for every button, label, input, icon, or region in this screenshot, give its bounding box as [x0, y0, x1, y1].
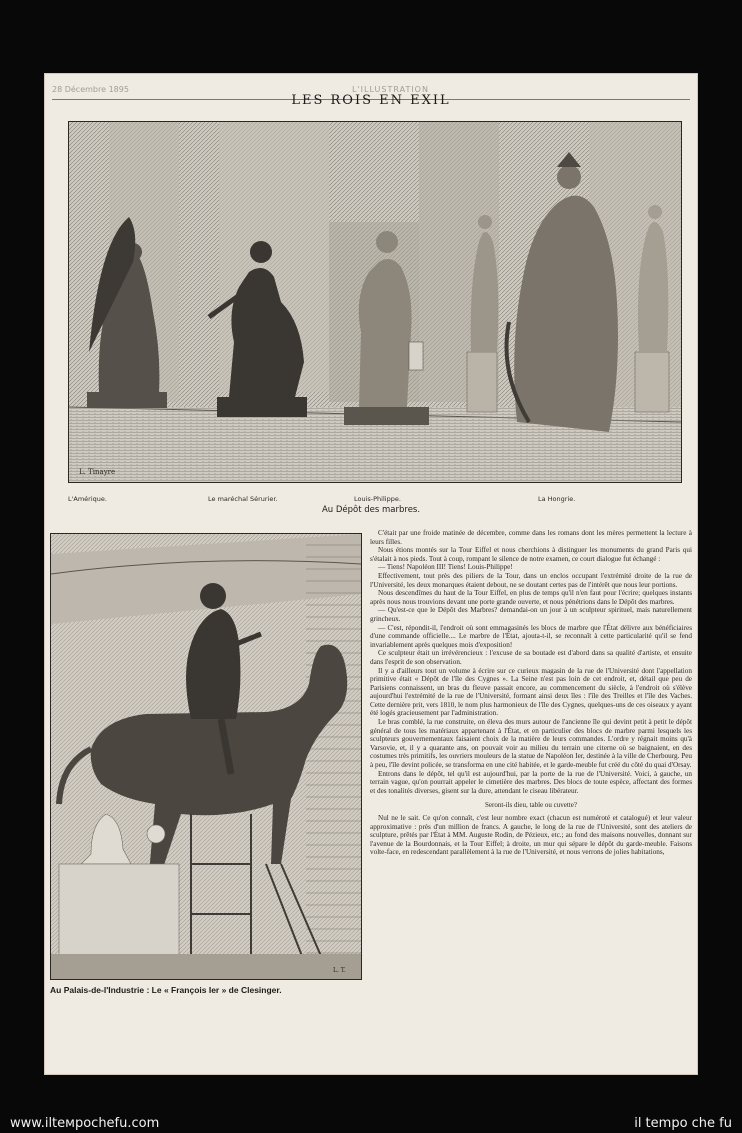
page-title: LES ROIS EN EXIL [291, 93, 451, 108]
engraving-subtitle: Au Dépôt des marbres. [321, 505, 421, 515]
caption-francois-ier: Au Palais-de-l'Industrie : Le « François Ier » de Clesinger. [50, 985, 282, 995]
article-paragraph: C'était par une froide matinée de décembre, comme dans les romans dont les mères permettent la lecture à leurs filles. [370, 529, 692, 546]
caption-hongrie: La Hongrie. [538, 495, 576, 503]
engraving-equestrian-statue [50, 533, 362, 980]
newspaper-page [44, 73, 698, 1075]
artist-signature-top: L. Tinayre [79, 468, 116, 476]
article-paragraph: Il y a d'ailleurs tout un volume à écrire sur ce curieux magasin de la rue de l'Université dont l'appellation primitive était « Dépôt de l'île des Cygnes ». La Seine n'est pas loin de cet endroit, et, détail que peu de Parisiens connaissent, un bras du fleuve passait encore, au commencement du siècle, à l'endroit où s'élève aujourd'hui l'extrémité de la rue de l'Université, formant ainsi deux îles : l'île des Treilles et l'île des Vaches. Cette dernière prit, vers 1810, le nom plus harmonieux de l'île des Cygnes, quelques-uns de ces oiseaux y ayant été logés gracieusement par l'administration. [370, 666, 692, 718]
section-heading: Seront-ils dieu, table ou cuvette? [485, 801, 577, 810]
engraving-statues-depot [68, 121, 682, 483]
article-paragraph: Nous descendîmes du haut de la Tour Eiffel, en plus de temps qu'il n'en faut pour l'écrire; quelques instants après nous nous trouvions devant une porte grande ouverte, et nous pénétrions dans le Dépôt des marbres. [370, 589, 692, 606]
watermark-brand: il tempo che fu [634, 1116, 732, 1131]
article-paragraph: Nous étions montés sur la Tour Eiffel et nous cherchions à distinguer les monuments du grand Paris qui s'étalait à nos pieds. Tout à coup, rompant le silence de notre examen, ce court dialogue fut échangé : [370, 546, 692, 563]
artist-signature-left: L. T. [333, 967, 346, 974]
article-paragraph: — Qu'est-ce que le Dépôt des Marbres? demandai-on un jour à un sculpteur spirituel, mais naturellement grincheux. [370, 606, 692, 623]
article-paragraph: Ce sculpteur était un irrévérencieux : l'excuse de sa boutade est d'abord dans sa qualité d'artiste, et ensuite dans l'esprit de son observation. [370, 649, 692, 666]
article-body [370, 529, 692, 857]
article-paragraph: — Tiens! Napoléon III! Tiens! Louis-Philippe! [378, 563, 513, 572]
header-date: 28 Décembre 1895 [52, 85, 129, 94]
article-paragraph: Effectivement, tout près des piliers de la Tour, dans un enclos occupant l'extrémité droite de la rue de l'Université, les deux monarques étaient debout, ne se doutant certes pas de l'intérêt que nous leur portions. [370, 571, 692, 589]
header-masthead: L'ILLUSTRATION [352, 85, 429, 94]
article-paragraph: — C'est, répondit-il, l'endroit où sont emmagasinés les blocs de marbre que l'État délivre aux bénéficiaires d'une commande officielle.... Le marbre de l'État, ajouta-t-il, se reconnaît à cette particularité qu'il se fend invariablement après quelques mois d'exposition! [370, 623, 692, 649]
caption-america: L'Amérique. [68, 495, 107, 503]
article-paragraph: Nul ne le sait. Ce qu'on connaît, c'est leur nombre exact (chacun est numéroté et catalogué) et leur valeur approximative : près d'un million de francs. A gauche, le long de la rue de l'Université, sont des ateliers de sculpture, prêtés par l'État à MM. Auguste Rodin, de Pézieux, etc.; au fond des maisons nouvelles, donnant sur l'avenue de la Bourdonnais, et la Tour Eiffel; à droite, un mur qui sépare le dépôt du garde-meuble. Faisons volte-face, en redescendant parallèlement à la rue de l'Université, et nous verrons de jolies habitations, [370, 814, 692, 857]
watermark-website: www.ilteмpochefu.com [10, 1116, 160, 1131]
caption-serurier: Le maréchal Sérurier. [208, 495, 278, 503]
caption-louis-philippe: Louis-Philippe. [354, 495, 401, 503]
article-paragraph: Le bras comblé, la rue construite, on éleva des murs autour de l'ancienne île qui devint petit à petit le dépôt général de tous les matériaux appartenant à l'État, et en particulier des blocs de marbre parmi lesquels les sculpteurs gouvernementaux faisaient choix de la matière de leurs commandes. L'ordre y régnait moins qu'à Varsovie, et, il y a quarante ans, on pouvait voir au milieu du terrain une citerne où se baignaient, en des costumes très primitifs, les ouvriers mouleurs de la statue de Napoléon Ier, destinée à la ville de Cherbourg. Peu à peu, l'île devint policée, se transforma en une cité habitée, et le garde-meuble fut créé du côté du quai d'Orsay. [370, 718, 692, 770]
article-paragraph: Entrons dans le dépôt, tel qu'il est aujourd'hui, par la porte de la rue de l'Université. Voici, à gauche, un terrain vague, qu'on pourrait appeler le cimetière des marbres. Des blocs de toute espèce, affectant des formes et des tonalités diverses, gisent sur la dure, attendant le ciseau libérateur. [370, 769, 692, 795]
